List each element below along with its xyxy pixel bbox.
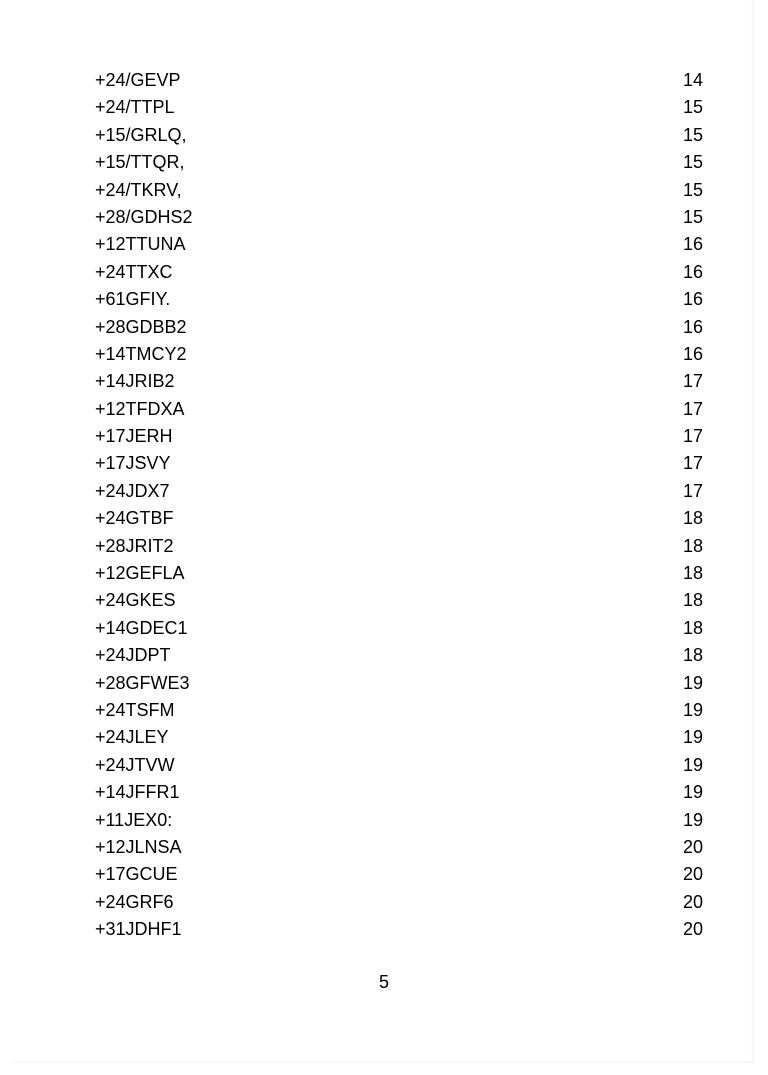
entry-code: +61GFIY. xyxy=(95,289,171,310)
entry-code: +24/GEVP xyxy=(95,70,181,90)
index-row xyxy=(95,533,703,560)
index-row xyxy=(95,94,703,121)
index-row xyxy=(95,779,703,806)
index-list xyxy=(95,67,703,944)
index-row xyxy=(95,286,703,313)
entry-code: +14TMCY2 xyxy=(95,343,187,364)
entry-page-number: 20 xyxy=(682,891,703,912)
index-row xyxy=(95,450,703,477)
entry-code: +14JFFR1 xyxy=(95,782,180,803)
index-row xyxy=(95,916,703,943)
entry-page-number: 19 xyxy=(682,727,703,748)
index-row xyxy=(95,368,703,395)
page-edge-shadow xyxy=(751,0,754,1060)
index-row xyxy=(95,341,703,368)
entry-page-number: 16 xyxy=(682,261,703,282)
entry-page-number: 17 xyxy=(682,398,703,419)
entry-code: +12TFDXA xyxy=(95,398,185,419)
entry-code: +12TTUNA xyxy=(95,234,186,255)
index-row xyxy=(95,231,703,258)
index-row xyxy=(95,670,703,697)
entry-page-number: 17 xyxy=(682,453,703,474)
entry-page-number: 19 xyxy=(682,782,703,803)
index-row xyxy=(95,478,703,505)
index-row xyxy=(95,752,703,779)
entry-code: +24GKES xyxy=(95,590,176,611)
entry-code: +15/TTQR, xyxy=(95,152,185,173)
entry-page-number: 17 xyxy=(682,426,703,447)
entry-page-number: 19 xyxy=(682,699,703,720)
entry-code: +24/TKRV, xyxy=(95,179,182,200)
index-row xyxy=(95,204,703,231)
entry-code: +24GTBF xyxy=(95,508,174,529)
entry-code: +24JLEY xyxy=(95,727,169,748)
index-row xyxy=(95,615,703,642)
entry-page-number: 19 xyxy=(682,809,703,830)
entry-code: +17JERH xyxy=(95,426,173,447)
entry-page-number: 20 xyxy=(682,864,703,885)
index-row xyxy=(95,149,703,176)
index-row xyxy=(95,177,703,204)
entry-code: +28/GDHS2 xyxy=(95,206,193,227)
entry-code: +31JDHF1 xyxy=(95,919,182,940)
entry-code: +24JDPT xyxy=(95,645,171,666)
entry-code: +15/GRLQ, xyxy=(95,124,187,145)
entry-code: +24GRF6 xyxy=(95,891,174,912)
entry-page-number: 18 xyxy=(682,645,703,666)
entry-code: +24JTVW xyxy=(95,754,175,775)
entry-code: +28JRIT2 xyxy=(95,535,174,556)
entry-page-number: 15 xyxy=(682,179,703,200)
entry-page-number: 15 xyxy=(682,124,703,145)
entry-page-number: 14 xyxy=(682,70,703,90)
entry-page-number: 15 xyxy=(682,97,703,118)
entry-page-number: 18 xyxy=(682,617,703,638)
index-row xyxy=(95,889,703,916)
entry-page-number: 20 xyxy=(682,836,703,857)
entry-page-number: 16 xyxy=(682,289,703,310)
index-row xyxy=(95,259,703,286)
entry-page-number: 15 xyxy=(682,206,703,227)
entry-code: +28GDBB2 xyxy=(95,316,187,337)
index-row xyxy=(95,67,703,94)
index-row xyxy=(95,807,703,834)
entry-page-number: 16 xyxy=(682,234,703,255)
entry-code: +24TTXC xyxy=(95,261,173,282)
entry-code: +17JSVY xyxy=(95,453,171,474)
entry-page-number: 20 xyxy=(682,919,703,940)
entry-code: +28GFWE3 xyxy=(95,672,190,693)
entry-code: +24JDX7 xyxy=(95,480,170,501)
index-row xyxy=(95,396,703,423)
index-row xyxy=(95,724,703,751)
index-row xyxy=(95,560,703,587)
entry-code: +14JRIB2 xyxy=(95,371,175,392)
entry-page-number: 19 xyxy=(682,672,703,693)
entry-code: +11JEX0: xyxy=(95,809,173,830)
entry-page-number: 15 xyxy=(682,152,703,173)
entry-page-number: 18 xyxy=(682,508,703,529)
entry-page-number: 16 xyxy=(682,343,703,364)
entry-code: +17GCUE xyxy=(95,864,178,885)
index-row xyxy=(95,423,703,450)
index-row xyxy=(95,642,703,669)
index-row xyxy=(95,505,703,532)
entry-page-number: 16 xyxy=(682,316,703,337)
index-row xyxy=(95,122,703,149)
entry-page-number: 18 xyxy=(682,535,703,556)
index-row xyxy=(95,861,703,888)
index-row xyxy=(95,587,703,614)
entry-code: +24TSFM xyxy=(95,699,175,720)
entry-page-number: 17 xyxy=(682,371,703,392)
index-row xyxy=(95,697,703,724)
page-bottom-shadow xyxy=(14,1060,754,1063)
entry-code: +24/TTPL xyxy=(95,97,175,118)
entry-code: +12JLNSA xyxy=(95,836,182,857)
entry-page-number: 17 xyxy=(682,480,703,501)
entry-page-number: 19 xyxy=(682,754,703,775)
entry-page-number: 18 xyxy=(682,590,703,611)
index-row xyxy=(95,314,703,341)
entry-code: +12GEFLA xyxy=(95,563,185,584)
page-number: 5 xyxy=(378,972,389,992)
index-row xyxy=(95,834,703,861)
entry-page-number: 18 xyxy=(682,563,703,584)
entry-code: +14GDEC1 xyxy=(95,617,188,638)
